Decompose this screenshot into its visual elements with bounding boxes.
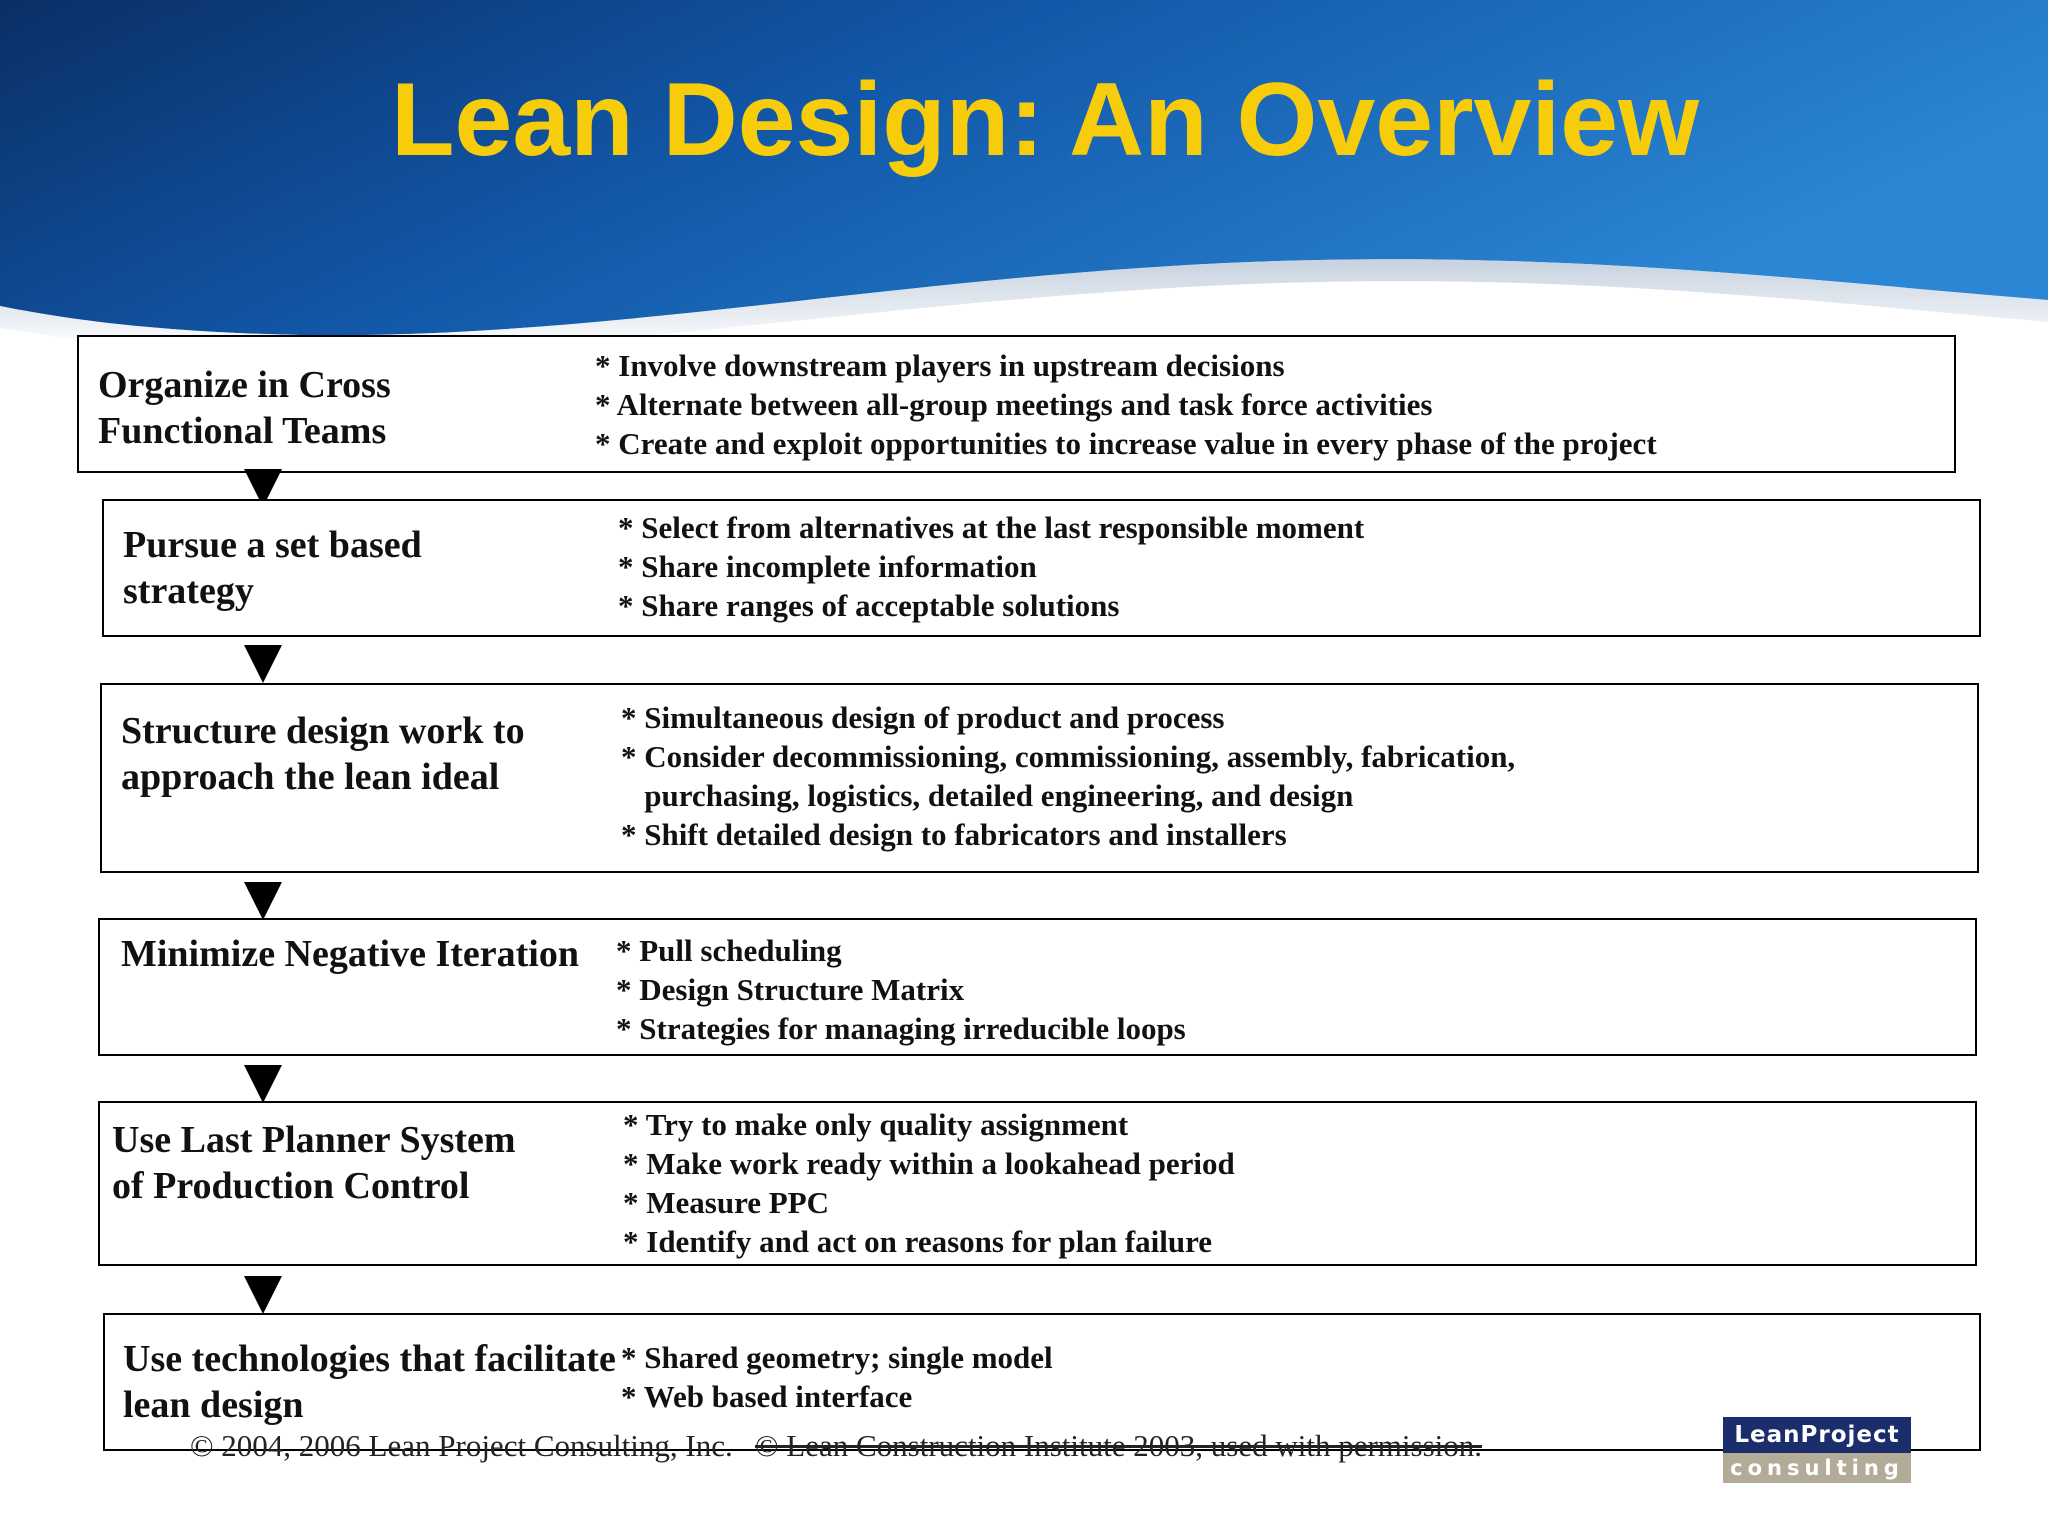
step-title-structure-design-work [121,708,525,800]
bullet-item: * Identify and act on reasons for plan failure [623,1224,1213,1259]
step-title-line: lean design [123,1384,304,1426]
step-bullets-structure-design-work [621,698,1515,854]
bullet-item: * Share incomplete information [618,549,1037,584]
footer-copyright: © 2004, 2006 Lean Project Consulting, Inc. [190,1428,733,1463]
step-title-line: strategy [123,570,254,612]
footer-attribution: © Lean Construction Institute 2003, used with permission. [755,1428,1483,1463]
step-title-set-based-strategy [123,522,422,614]
step-title-line: Minimize Negative Iteration [121,933,579,975]
step-title-line: Use Last Planner System [112,1119,516,1161]
step-title-lean-design-technologies [123,1336,616,1428]
bullet-item: * Consider decommissioning, commissioning, assembly, fabrication, [621,739,1516,774]
bullet-item: * Simultaneous design of product and process [621,700,1225,735]
bullet-item: * Shared geometry; single model [621,1340,1053,1375]
bullet-item: * Web based interface [621,1379,913,1414]
step-title-minimize-negative-iteration [121,931,579,977]
step-title-line: Functional Teams [98,410,387,452]
down-arrow-icon [244,1065,282,1103]
step-bullets-set-based-strategy [618,508,1364,625]
step-bullets-cross-functional-teams [595,346,1657,463]
slide-title: Lean Design: An Overview [390,62,1700,178]
logo-tagline: consulting [1723,1453,1911,1483]
bullet-item: * Measure PPC [623,1185,830,1220]
bullet-item: * Pull scheduling [616,933,842,968]
bullet-item: * Shift detailed design to fabricators and installers [621,817,1287,852]
step-title-line: approach the lean ideal [121,756,500,798]
step-bullets-last-planner-system [623,1105,1235,1261]
bullet-item: * Try to make only quality assignment [623,1107,1129,1142]
step-title-line: Pursue a set based [123,524,422,566]
step-title-line: Organize in Cross [98,364,391,406]
down-arrow-icon [244,1276,282,1314]
lean-project-consulting-logo [1723,1417,1911,1483]
step-title-last-planner-system [112,1117,516,1209]
step-title-cross-functional-teams [98,362,391,454]
step-title-line: of Production Control [112,1165,470,1207]
step-bullets-lean-design-technologies [621,1338,1053,1416]
bullet-item: * Share ranges of acceptable solutions [618,588,1120,623]
step-bullets-minimize-negative-iteration [616,931,1186,1048]
step-title-line: Structure design work to [121,710,525,752]
bullet-item: purchasing, logistics, detailed engineering, and design [621,778,1354,813]
bullet-item: * Create and exploit opportunities to increase value in every phase of the project [595,426,1657,461]
step-title-line: Use technologies that facilitate [123,1338,616,1380]
bullet-item: * Involve downstream players in upstream decisions [595,348,1285,383]
logo-wordmark: LeanProject [1723,1417,1911,1453]
down-arrow-icon [244,882,282,920]
down-arrow-icon [244,645,282,683]
bullet-item: * Make work ready within a lookahead period [623,1146,1235,1181]
bullet-item: * Alternate between all-group meetings and task force activities [595,387,1433,422]
bullet-item: * Select from alternatives at the last responsible moment [618,510,1365,545]
header-background [0,0,2048,380]
bullet-item: * Design Structure Matrix [616,972,965,1007]
bullet-item: * Strategies for managing irreducible loops [616,1011,1186,1046]
